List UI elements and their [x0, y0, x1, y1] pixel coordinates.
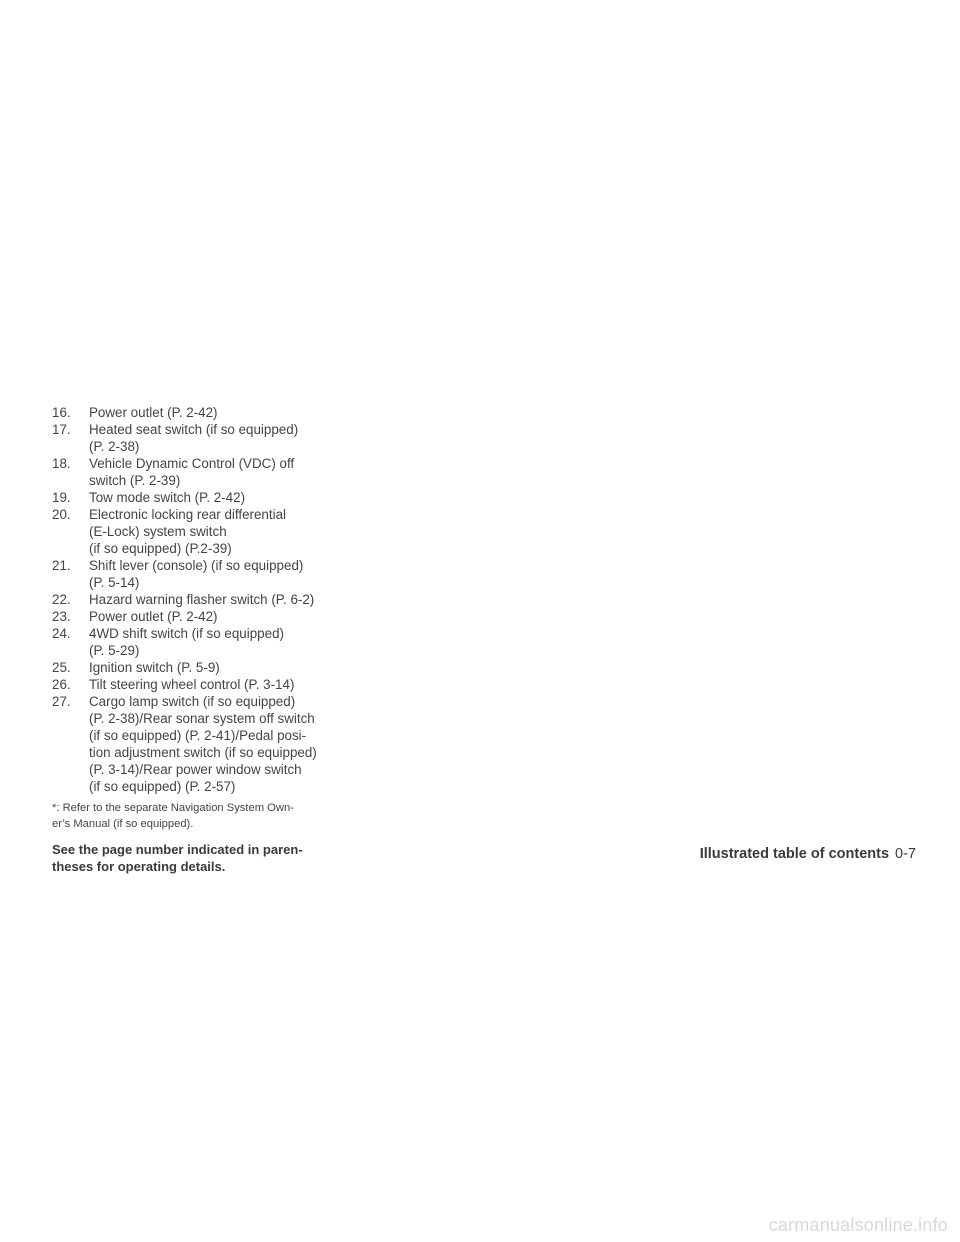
item-number: 20.	[52, 507, 71, 522]
section-title: Illustrated table of contents	[699, 846, 890, 862]
item-text	[89, 659, 337, 676]
item-text-line: (P. 5-29)	[89, 643, 140, 658]
item-text-line: Tow mode switch (P. 2-42)	[89, 490, 246, 505]
list-item	[52, 455, 337, 489]
item-text-line: Hazard warning flasher switch (P. 6-2)	[89, 592, 315, 607]
note-line: theses for operating details.	[52, 859, 226, 874]
item-text-line: Electronic locking rear differential	[89, 507, 286, 522]
item-number: 17.	[52, 422, 71, 437]
item-text	[89, 506, 337, 557]
list-item	[52, 404, 337, 421]
list-item	[52, 506, 337, 557]
item-text-line: Vehicle Dynamic Control (VDC) off	[89, 456, 295, 471]
item-number: 27.	[52, 694, 71, 709]
item-text-line: Tilt steering wheel control (P. 3-14)	[89, 677, 295, 692]
item-number: 24.	[52, 626, 71, 641]
item-text-line: (P. 5-14)	[89, 575, 140, 590]
item-text-line: (P. 2-38)	[89, 439, 140, 454]
item-text-line: Cargo lamp switch (if so equipped)	[89, 694, 296, 709]
contents-column	[52, 404, 337, 875]
item-text-line: Heated seat switch (if so equipped)	[89, 422, 299, 437]
item-text	[89, 421, 337, 455]
list-item	[52, 659, 337, 676]
list-item	[52, 421, 337, 455]
item-text-line: Shift lever (console) (if so equipped)	[89, 558, 304, 573]
item-text-line: Power outlet (P. 2-42)	[89, 609, 218, 624]
footnote	[52, 800, 337, 832]
list-item	[52, 489, 337, 506]
note-line: See the page number indicated in paren-	[52, 842, 303, 857]
item-text-line: Ignition switch (P. 5-9)	[89, 660, 220, 675]
item-text	[89, 489, 337, 506]
list-item	[52, 557, 337, 591]
page-footer	[700, 846, 916, 862]
item-text-line: (if so equipped) (P. 2-57)	[89, 779, 236, 794]
item-number: 26.	[52, 677, 71, 692]
list-item	[52, 625, 337, 659]
item-text-line: (P. 2-38)/Rear sonar system off switch	[89, 711, 315, 726]
item-number: 18.	[52, 456, 71, 471]
item-number: 23.	[52, 609, 71, 624]
contents-list	[52, 404, 337, 795]
item-text	[89, 591, 337, 608]
item-text-line: (E-Lock) system switch	[89, 524, 227, 539]
item-text	[89, 676, 337, 693]
item-text	[89, 625, 337, 659]
list-item	[52, 591, 337, 608]
item-text	[89, 557, 337, 591]
item-text-line: switch (P. 2-39)	[89, 473, 181, 488]
footnote-line: *: Refer to the separate Navigation System Own-	[52, 802, 294, 814]
item-number: 16.	[52, 405, 71, 420]
item-number: 19.	[52, 490, 71, 505]
list-item	[52, 608, 337, 625]
item-number: 21.	[52, 558, 71, 573]
item-text	[89, 693, 337, 795]
item-text-line: (P. 3-14)/Rear power window switch	[89, 762, 302, 777]
item-number: 22.	[52, 592, 71, 607]
item-text	[89, 455, 337, 489]
page-number: 0-7	[895, 846, 916, 862]
footnote-line: er’s Manual (if so equipped).	[52, 818, 194, 830]
item-text-line: (if so equipped) (P. 2-41)/Pedal posi-	[89, 728, 307, 743]
item-text	[89, 608, 337, 625]
item-text-line: (if so equipped) (P.2-39)	[89, 541, 232, 556]
item-text-line: 4WD shift switch (if so equipped)	[89, 626, 284, 641]
watermark[interactable]: carmanualsonline.info	[768, 1215, 948, 1235]
list-item	[52, 676, 337, 693]
item-text	[89, 404, 337, 421]
item-number: 25.	[52, 660, 71, 675]
item-text-line: Power outlet (P. 2-42)	[89, 405, 218, 420]
item-text-line: tion adjustment switch (if so equipped)	[89, 745, 317, 760]
operating-details-note	[52, 841, 337, 875]
list-item	[52, 693, 337, 795]
